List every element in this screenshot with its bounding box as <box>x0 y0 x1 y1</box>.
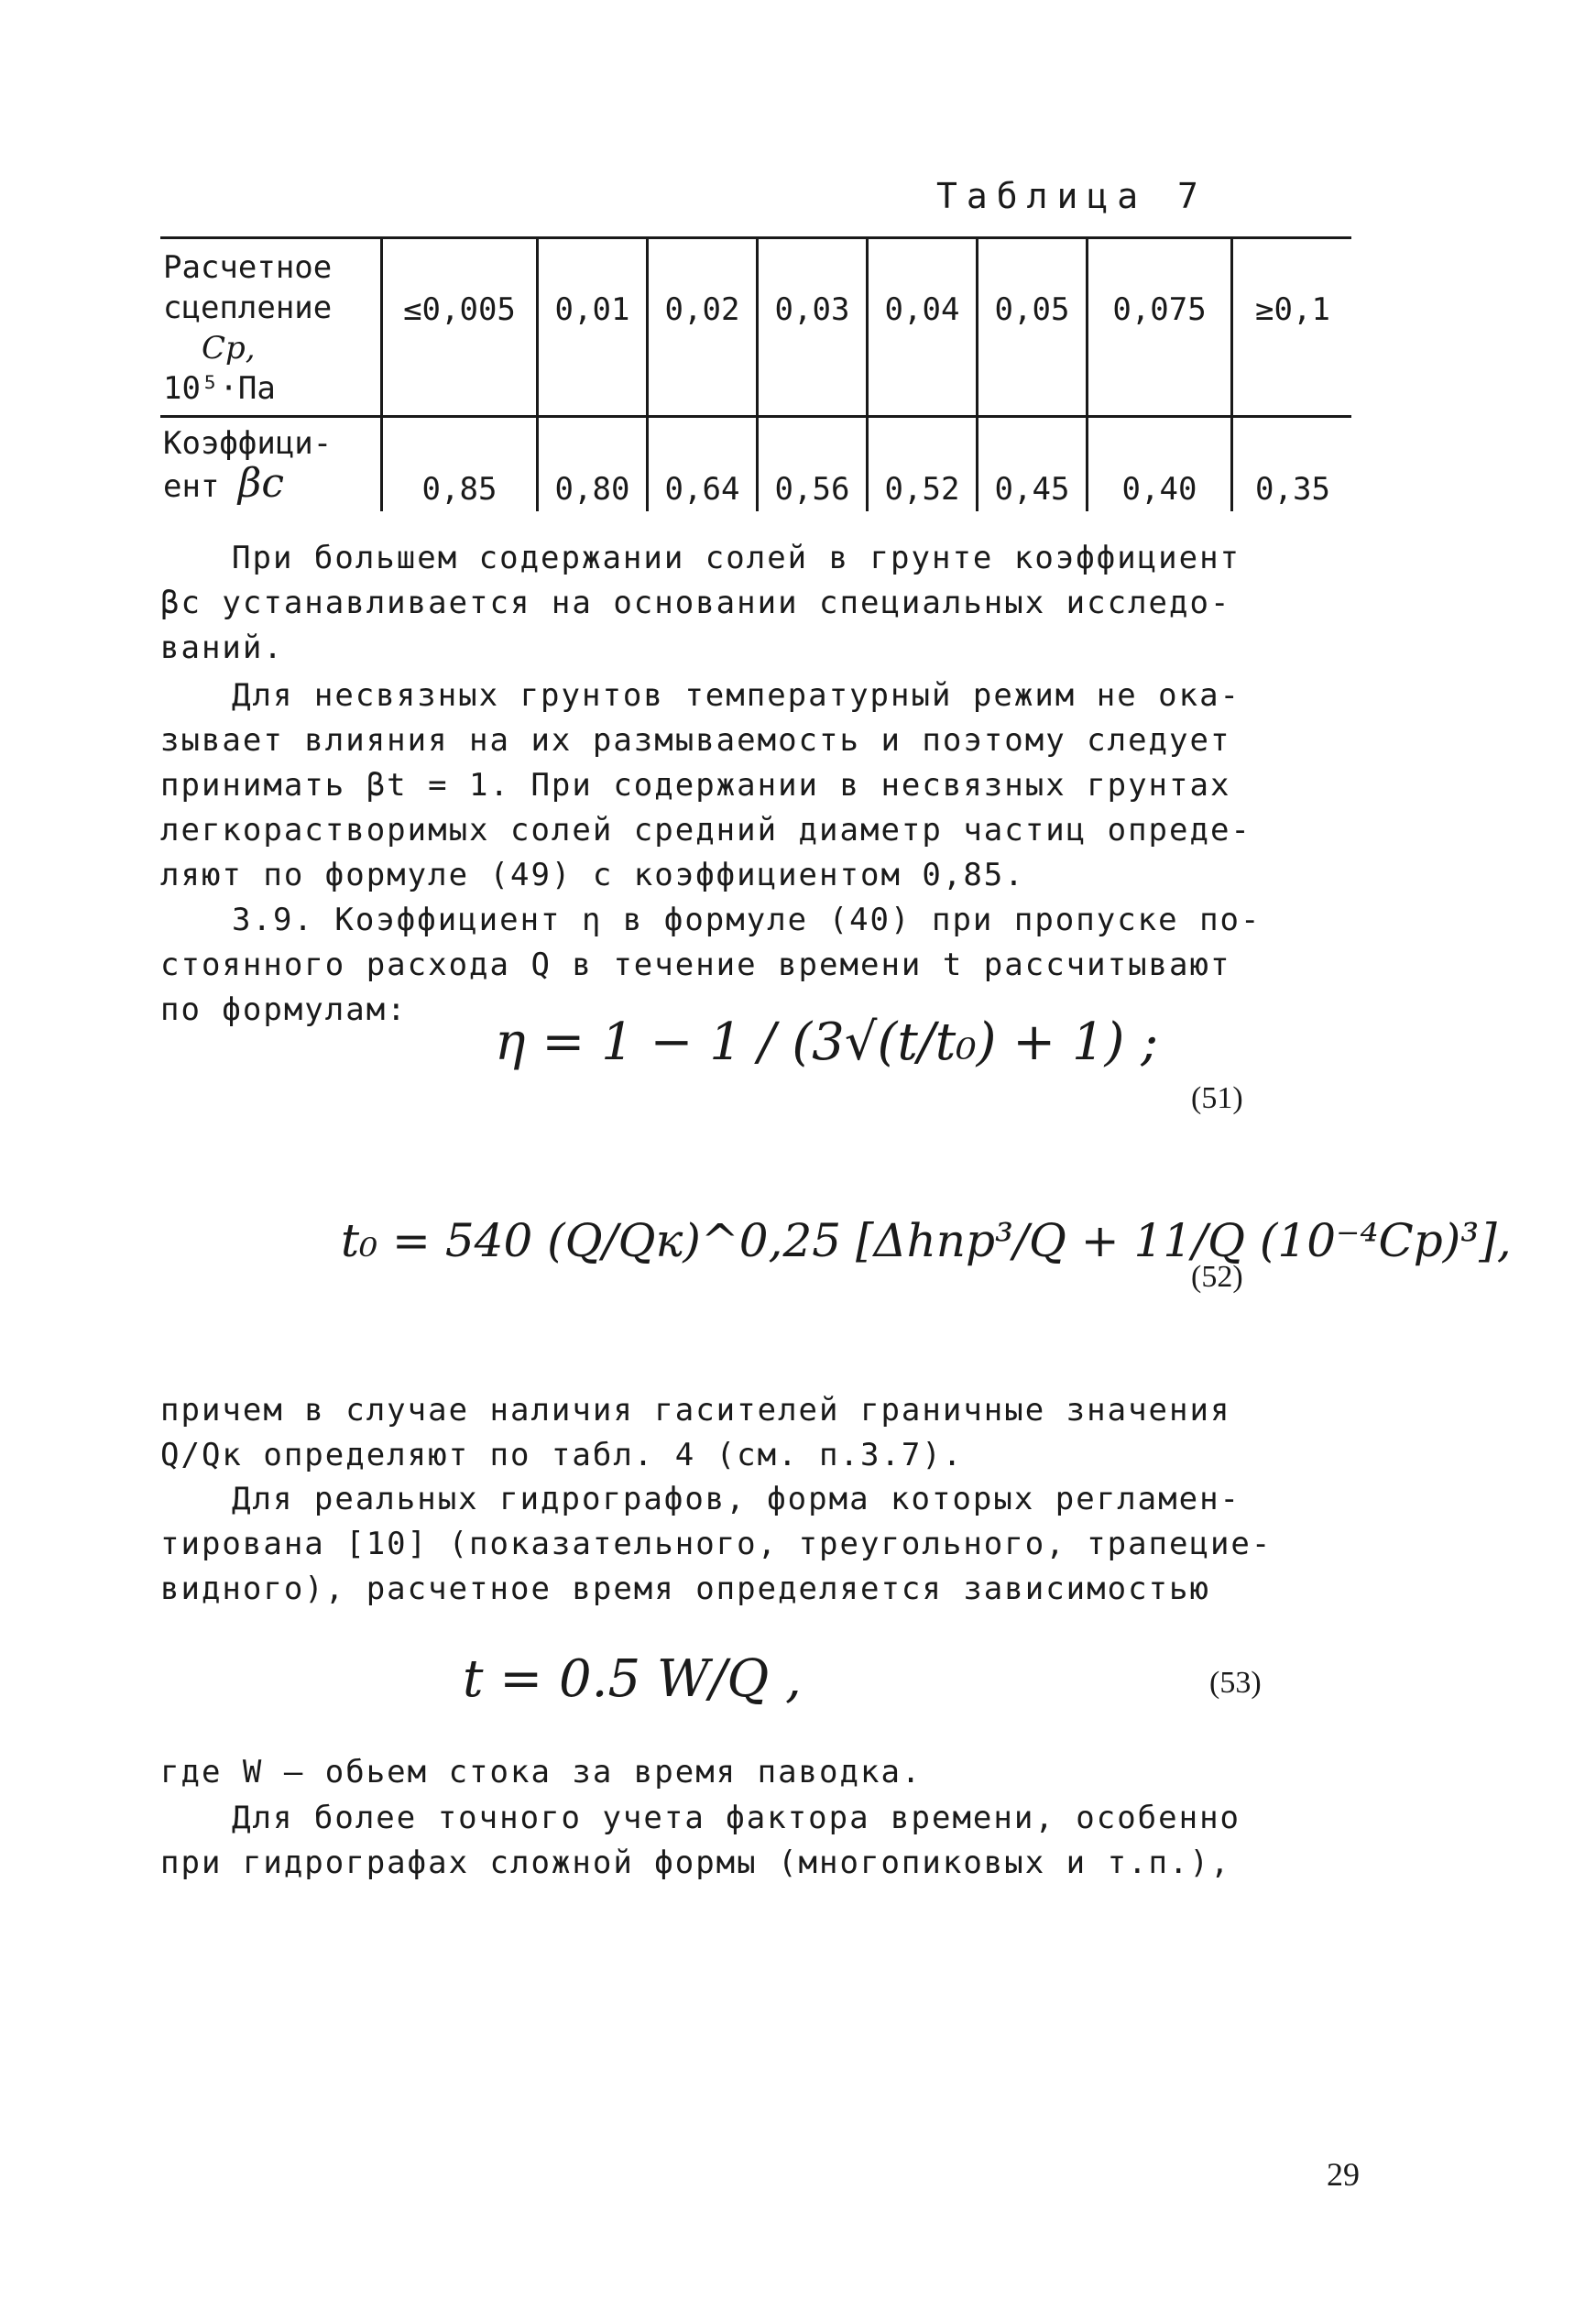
equation-number-53: (53) <box>1209 1666 1262 1700</box>
coefficient-cell: 0,56 <box>774 471 850 508</box>
beta-c-symbol: βc <box>237 460 284 507</box>
row-label-line: ент <box>163 468 220 505</box>
row-label-line: Коэффици- <box>163 425 333 462</box>
text-line: зывает влияния на их размываемость и поэтому следует <box>160 722 1231 759</box>
paragraph-hydrographs <box>160 1477 1361 1612</box>
equation-number-51: (51) <box>1191 1081 1243 1115</box>
formula-52: t₀ = 540 (Q/Qк)^0,25 [Δhпр³/Q + 11/Q (10⁻⁴Cp)³], <box>341 1214 1512 1267</box>
paragraph-dampers <box>160 1388 1361 1478</box>
table-col-rule <box>756 236 759 511</box>
formula-51: η = 1 − 1 / (3√(t/t₀) + 1) ; <box>495 1013 1159 1072</box>
text-line: βc устанавливается на основании специальных исследо- <box>160 585 1231 621</box>
coefficient-cell: 0,40 <box>1121 471 1197 508</box>
cohesion-cell: ≥0,1 <box>1255 291 1330 328</box>
table-caption: Таблица 7 <box>936 176 1208 216</box>
paragraph-where-w <box>160 1750 1361 1795</box>
text-line: принимать βt = 1. При содержании в несвязных грунтах <box>160 767 1231 804</box>
coefficient-cell: 0,80 <box>554 471 630 508</box>
text-line: стоянного расхода Q в течение времени t рассчитывают <box>160 947 1231 983</box>
cohesion-cell: 0,02 <box>664 291 740 328</box>
text-line: Для несвязных грунтов температурный режим не ока- <box>232 677 1241 714</box>
table-col-rule <box>646 236 649 511</box>
cohesion-cell: 0,04 <box>884 291 960 328</box>
table-col-rule <box>1086 236 1088 511</box>
table-col-rule <box>976 236 978 511</box>
coefficient-cell: 0,85 <box>421 471 497 508</box>
paragraph-noncohesive-soils <box>160 673 1361 898</box>
text-line: Для реальных гидрографов, форма которых регламен- <box>232 1481 1241 1517</box>
table-col-rule <box>380 236 383 511</box>
table-col-rule <box>1230 236 1233 511</box>
text-line: ваний. <box>160 630 284 666</box>
row-label-unit: 10⁵·Па <box>163 370 276 407</box>
row-label-cohesion <box>163 247 332 409</box>
text-line: где W – обьем стока за время паводка. <box>160 1754 923 1790</box>
page-number: 29 <box>1327 2156 1360 2193</box>
text-line: видного), расчетное время определяется зависимостью <box>160 1571 1210 1607</box>
coefficient-cell: 0,35 <box>1255 471 1330 508</box>
coefficient-cell: 0,45 <box>994 471 1070 508</box>
paragraph-salt-content <box>160 536 1361 671</box>
text-line: При большем содержании солей в грунте коэффициент <box>232 540 1241 576</box>
data-table <box>0 0 1596 550</box>
text-line: причем в случае наличия гасителей граничные значения <box>160 1392 1231 1429</box>
cohesion-cell: 0,075 <box>1112 291 1207 328</box>
text-line: по формулам: <box>160 991 408 1028</box>
coefficient-cell: 0,64 <box>664 471 740 508</box>
cohesion-cell: 0,01 <box>554 291 630 328</box>
row-label-coefficient <box>163 423 332 507</box>
cohesion-cell: ≤0,005 <box>403 291 516 328</box>
row-label-line: Расчетное <box>163 249 333 286</box>
cohesion-cell: 0,05 <box>994 291 1070 328</box>
paragraph-time-factor <box>160 1796 1361 1886</box>
coefficient-cell: 0,52 <box>884 471 960 508</box>
text-line: ляют по формуле (49) с коэффициентом 0,85. <box>160 857 1025 893</box>
cohesion-cell: 0,03 <box>774 291 850 328</box>
text-line: легкорастворимых солей средний диаметр частиц опреде- <box>160 812 1252 848</box>
text-line: Для более точного учета фактора времени, особенно <box>232 1800 1241 1836</box>
row-label-symbol: Cp, <box>202 330 256 367</box>
table-col-rule <box>866 236 869 511</box>
formula-53: t = 0.5 W/Q , <box>463 1649 802 1709</box>
text-line: Q/Qк определяют по табл. 4 (см. п.3.7). <box>160 1437 964 1473</box>
row-label-line: сцепление <box>163 290 333 326</box>
table-col-rule <box>536 236 539 511</box>
equation-number-52: (52) <box>1191 1260 1243 1294</box>
text-line: при гидрографах сложной формы (многопиковых и т.п.), <box>160 1845 1231 1881</box>
text-line: тирована [10] (показательного, треугольного, трапецие- <box>160 1526 1273 1562</box>
text-line: 3.9. Коэффициент η в формуле (40) при пропуске по- <box>232 902 1262 938</box>
